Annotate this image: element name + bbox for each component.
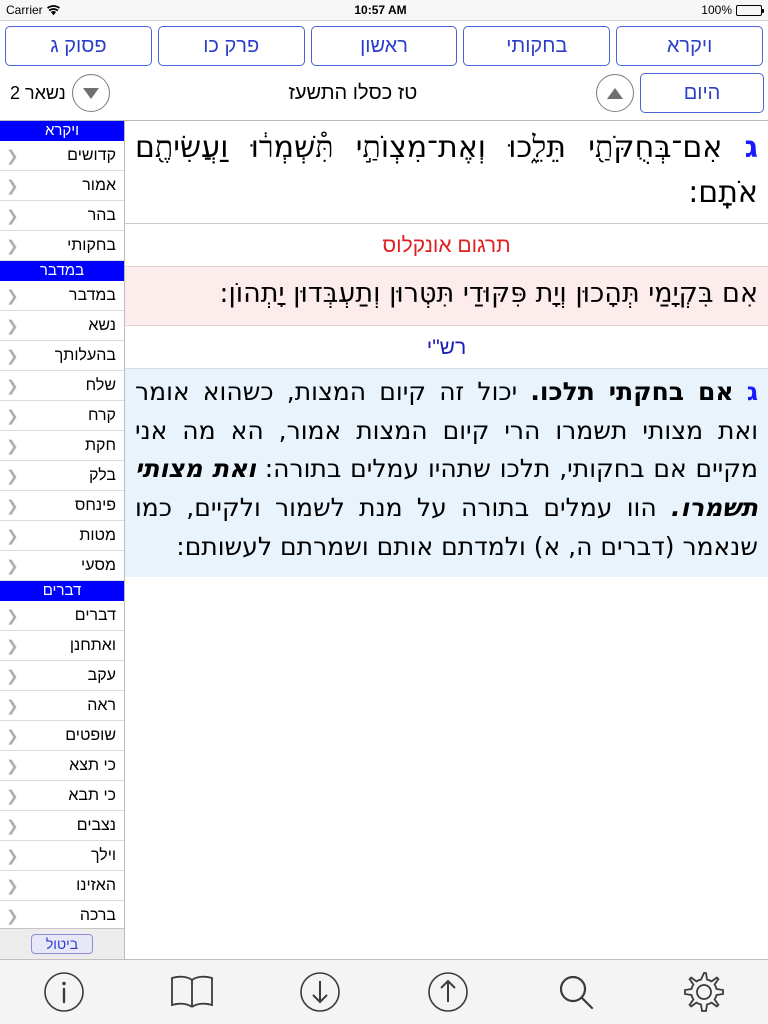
sidebar-item-label: נצבים xyxy=(76,816,116,834)
rashi-paragraph xyxy=(135,373,758,567)
chevron-left-icon: ❯ xyxy=(6,317,19,335)
sidebar-item-ki-teitzei[interactable] xyxy=(0,751,124,781)
sidebar-item-balak[interactable] xyxy=(0,461,124,491)
sidebar-item-label: כי תבא xyxy=(68,786,116,804)
sidebar-item-label: בחקותי xyxy=(67,236,116,254)
sidebar-item-shoftim[interactable] xyxy=(0,721,124,751)
chevron-left-icon: ❯ xyxy=(6,727,19,745)
chevron-left-icon: ❯ xyxy=(6,407,19,425)
next-day-button[interactable] xyxy=(72,74,110,112)
sidebar-item-label: האזינו xyxy=(76,876,116,894)
targum-paragraph: אִם בִּקְיָמַי תְּהָכוּן וְיָת פִּקּוּדַי תִּטְּרוּן וְתַעְבְּדוּן יָתְהוֹן: xyxy=(219,278,758,309)
chevron-left-icon: ❯ xyxy=(6,287,19,305)
chevron-left-icon: ❯ xyxy=(6,907,19,925)
sidebar-item-label: שלח xyxy=(85,376,116,394)
sidebar-item-nitzavim[interactable] xyxy=(0,811,124,841)
content-pane[interactable] xyxy=(125,121,768,959)
sidebar-item-label: חקת xyxy=(84,436,116,454)
sidebar-item-label: עקב xyxy=(87,666,116,684)
verse-block xyxy=(125,121,768,224)
sidebar-item-behar[interactable] xyxy=(0,201,124,231)
sidebar-item-label: במדבר xyxy=(68,286,116,304)
sidebar-item-emor[interactable] xyxy=(0,171,124,201)
sidebar-item-label: מסעי xyxy=(81,556,116,574)
remaining-label: נשאר 2 xyxy=(10,82,66,103)
sidebar-item-label: בהר xyxy=(87,206,116,224)
search-icon[interactable] xyxy=(553,969,599,1015)
previous-day-button[interactable] xyxy=(596,74,634,112)
sidebar-item-haazinu[interactable] xyxy=(0,871,124,901)
nav-parasha-button[interactable]: בחקותי xyxy=(463,26,610,66)
chevron-left-icon: ❯ xyxy=(6,177,19,195)
sidebar-item-matot[interactable] xyxy=(0,521,124,551)
triangle-down-icon xyxy=(83,88,99,99)
chevron-left-icon: ❯ xyxy=(6,467,19,485)
nav-chapter-button[interactable]: פרק כו xyxy=(158,26,305,66)
sidebar-section-header-bamidbar: במדבר xyxy=(0,261,124,281)
triangle-up-icon xyxy=(607,88,623,99)
sidebar-item-vayelech[interactable] xyxy=(0,841,124,871)
chevron-left-icon: ❯ xyxy=(6,697,19,715)
sidebar-item-label: ואתחנן xyxy=(69,636,116,654)
cancel-button[interactable]: ביטול xyxy=(31,934,93,954)
chevron-left-icon: ❯ xyxy=(6,557,19,575)
status-left xyxy=(6,3,60,17)
rashi-body-1: יכול זה קיום המצות, כשהוא אומר ואת מצותי תשמרו הרי קיום המצות אמור, הא מה אני מקיים אם בחקותי, תלכו שתהיו עמלים בתורה: xyxy=(135,376,758,484)
verse-number: ג xyxy=(744,130,758,165)
sidebar-item-bracha[interactable] xyxy=(0,901,124,928)
status-right xyxy=(701,3,762,17)
arrow-up-icon[interactable] xyxy=(425,969,471,1015)
carrier-label: Carrier xyxy=(6,3,43,17)
sidebar-section-header-devarim: דברים xyxy=(0,581,124,601)
chevron-left-icon: ❯ xyxy=(6,437,19,455)
sidebar-item-label: אמור xyxy=(82,176,116,194)
sidebar-item-vaetchanan[interactable] xyxy=(0,631,124,661)
chevron-left-icon: ❯ xyxy=(6,527,19,545)
rashi-title: רש"י xyxy=(125,326,768,368)
sidebar-item-pinchas[interactable] xyxy=(0,491,124,521)
chevron-left-icon: ❯ xyxy=(6,817,19,835)
sidebar-item-kedoshim[interactable] xyxy=(0,141,124,171)
sidebar-item-naso[interactable] xyxy=(0,311,124,341)
status-time: 10:57 AM xyxy=(354,3,407,17)
sidebar-item-label: בלק xyxy=(88,466,116,484)
verse-paragraph xyxy=(135,125,758,215)
sidebar-item-label: דברים xyxy=(74,606,116,624)
sidebar-item-label: נשא xyxy=(88,316,116,334)
date-navigation-bar xyxy=(0,70,768,120)
chevron-left-icon: ❯ xyxy=(6,207,19,225)
sidebar-item-masei[interactable] xyxy=(0,551,124,581)
sidebar-item-bechukotai[interactable] xyxy=(0,231,124,261)
top-navigation-bar xyxy=(0,21,768,70)
sidebar-footer xyxy=(0,928,124,959)
sidebar-item-label: ראה xyxy=(87,696,116,714)
chevron-left-icon: ❯ xyxy=(6,147,19,165)
sidebar-item-behaalotcha[interactable] xyxy=(0,341,124,371)
nav-book-button[interactable]: ויקרא xyxy=(616,26,763,66)
sidebar xyxy=(0,121,125,959)
rashi-lemma-2: ואת מצותי תשמרו. xyxy=(135,454,758,523)
sidebar-item-label: קדושים xyxy=(67,146,116,164)
today-button[interactable]: היום xyxy=(640,73,764,113)
sidebar-item-korach[interactable] xyxy=(0,401,124,431)
sidebar-item-chukat[interactable] xyxy=(0,431,124,461)
wifi-icon xyxy=(47,5,60,16)
chevron-left-icon: ❯ xyxy=(6,847,19,865)
chevron-left-icon: ❯ xyxy=(6,877,19,895)
bottom-toolbar xyxy=(0,959,768,1024)
sidebar-item-devarim[interactable] xyxy=(0,601,124,631)
info-icon[interactable] xyxy=(41,969,87,1015)
rashi-number: ג xyxy=(746,376,758,406)
chevron-left-icon: ❯ xyxy=(6,757,19,775)
chevron-left-icon: ❯ xyxy=(6,667,19,685)
sidebar-item-label: ברכה xyxy=(79,906,116,924)
sidebar-item-shelach[interactable] xyxy=(0,371,124,401)
hebrew-date-label: טז כסלו התשעז xyxy=(288,81,418,104)
battery-full-icon xyxy=(736,5,762,16)
sidebar-item-bamidbar[interactable] xyxy=(0,281,124,311)
chevron-left-icon: ❯ xyxy=(6,637,19,655)
sidebar-item-ki-tavo[interactable] xyxy=(0,781,124,811)
sidebar-item-label: כי תצא xyxy=(69,756,116,774)
chevron-left-icon: ❯ xyxy=(6,237,19,255)
arrow-down-icon[interactable] xyxy=(297,969,343,1015)
chevron-left-icon: ❯ xyxy=(6,787,19,805)
chevron-left-icon: ❯ xyxy=(6,377,19,395)
sidebar-item-ekev[interactable] xyxy=(0,661,124,691)
book-icon[interactable] xyxy=(169,969,215,1015)
nav-aliyah-button[interactable]: ראשון xyxy=(311,26,458,66)
sidebar-scroll[interactable] xyxy=(0,121,124,928)
sidebar-item-label: פינחס xyxy=(74,496,116,514)
sidebar-item-label: בהעלותך xyxy=(54,346,116,364)
gear-icon[interactable] xyxy=(681,969,727,1015)
sidebar-section-header-vayikra: ויקרא xyxy=(0,121,124,141)
chevron-left-icon: ❯ xyxy=(6,607,19,625)
targum-title: תרגום אונקלוס xyxy=(125,224,768,266)
chevron-left-icon: ❯ xyxy=(6,347,19,365)
sidebar-item-reeh[interactable] xyxy=(0,691,124,721)
nav-verse-button[interactable]: פסוק ג xyxy=(5,26,152,66)
verse-body: אִם־בְּחֻקֹּתַ֖י תֵּלֵ֑כוּ וְאֶת־מִצְוֺתַ֣י תִּ֯שְׁמְר֔וּ וַעֲשִׂיתֶ֖ם אֹתָֽם: xyxy=(135,130,758,210)
battery-percent-label: 100% xyxy=(701,3,732,17)
rashi-lemma-1: אם בחקתי תלכו. xyxy=(530,376,734,406)
rashi-block xyxy=(125,368,768,577)
rashi-body-2: הוו עמלים בתורה על מנת לשמור ולקיים, כמו שנאמר (דברים ה, א) ולמדתם אותם ושמרתם לעשותם: xyxy=(135,493,758,561)
sidebar-item-label: שופטים xyxy=(65,726,116,744)
body-area xyxy=(0,120,768,959)
targum-block xyxy=(125,266,768,326)
status-bar xyxy=(0,0,768,21)
sidebar-item-label: קרח xyxy=(87,406,116,424)
sidebar-item-label: וילך xyxy=(90,846,116,864)
sidebar-item-label: מטות xyxy=(79,526,116,544)
chevron-left-icon: ❯ xyxy=(6,497,19,515)
